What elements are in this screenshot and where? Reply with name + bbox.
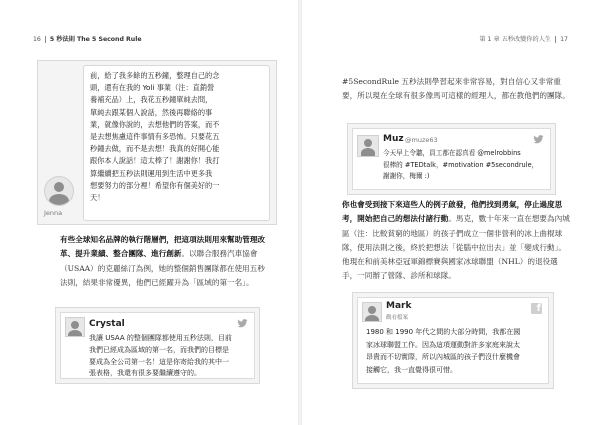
right-page-number: 17 [560,36,568,43]
jenna-message-bubble [83,65,270,221]
right-paragraph-bold: 你也會受到接下來這些人的例子啟發，他們找到勇氣，停止過度思考，開始把自己的想法付諸行動 [342,200,563,224]
crystal-line: 張表格，我還有很多要繼續遵守的。 [89,369,201,378]
muz-tweet-inner [352,128,551,190]
book-title: 5 秒法則 The 5 Second Rule [49,36,142,43]
right-paragraph-plain: 。馬克，數十年來一直在想要為內城區（注：比較貧窮的地區）的孩子們成立一個非營利的冰上曲棍球隊，使用法則之後，終於把想法「從腦中拉出去」並「變成行動」。他現在和前美林亞冠軍錦標賽與國家冰球聯盟（NHL）的退役選手，一同辦了營隊、診所和球隊。 [342,214,570,281]
left-body-paragraph [60,233,272,290]
crystal-name: Crystal [89,319,125,329]
crystal-message [89,333,251,380]
jenna-line: 前，給了我多餘的五秒鐘，整理自己的念 [90,71,220,80]
jenna-line: 想要努力的部分裡！希望你有個美好的一 [90,180,220,190]
chapter-title: 第 1 章 五秒改變你的人生 [479,36,552,43]
crystal-avatar [65,317,85,337]
mark-post-inner [357,297,549,384]
jenna-name: Jenna [44,209,63,217]
muz-line: 很棒的 #TEDtalk，#motivation #5secondrule， [383,160,539,169]
left-running-header [33,34,142,43]
jenna-line: 是去想焦慮這件事情有多恐怖。只要花五 [90,132,220,142]
right-body-paragraph [342,198,572,284]
mark-line: 昂貴而不切實際，所以內城區的孩子們沒什麼機會 [366,353,520,361]
mark-message [366,326,546,376]
jenna-line: 頭，還有在我的 Yoli 事業（注：直銷營 [90,83,215,93]
mark-line: 家冰球聯盟工作。因為這項運動對許多家庭來說太 [366,340,520,349]
crystal-tweet-inner [60,312,255,379]
crystal-line: 要成為全公司第一名！這是你寄給我的其中一 [89,357,229,366]
right-intro-paragraph: #5SecondRule 五秒法則學習起來非常容易，對自信心又非常重要，所以現在全球有很多像馬可這樣的經理人，都在教他們的團隊。 [342,77,570,101]
left-page-number: 16 [33,36,41,43]
muz-handle: @muze63 [405,136,438,144]
crystal-line: 我讓 USAA 的整個團隊都使用五秒法則，目前 [89,334,232,342]
jenna-line: 跟你本人說話！這太棒了！謝謝你！我打 [90,156,220,166]
jenna-line: 天！ [90,193,105,203]
right-running-header [479,34,568,43]
jenna-line: 單純去跟某個人說話，然後再聯絡的事 [90,107,213,117]
jenna-avatar [44,176,74,206]
muz-name: Muz [383,134,404,144]
jenna-line: 業，就像你說的，去想他們的答案，而不 [90,119,220,129]
mark-subtitle: 觀看檔案 [386,315,409,321]
mark-line: 1980 和 1990 年代之間的大部分時間，我都在國 [366,328,521,336]
jenna-line: 養補充品）上，我花五秒鐘單純去問， [90,95,213,105]
muz-line: 今天早上令聽，員工都在認真看 @melrobbins [383,149,521,157]
muz-message [383,148,547,183]
muz-line: 謝謝你，梅爾 :) [383,172,430,180]
mark-avatar [362,302,382,322]
muz-avatar [357,135,379,157]
left-paragraph-bold: 有些全球知名品牌的執行階層們，把這項法則用來幫助管理改革、提升業績、整合團隊、進行創新 [60,235,266,259]
jenna-line: 算繼續把五秒法則運用到生活中更多我 [90,168,213,178]
crystal-line: 我們已經成為區域的第一名，而我們的目標是 [89,345,229,354]
jenna-line: 秒鐘去做，而不是去想！我真的好開心能 [90,144,220,154]
jenna-message [84,66,269,208]
mark-line: 接觸它，我一直覺得很可惜。 [366,365,457,374]
jenna-comment-card [37,60,277,225]
left-paragraph-plain: 。以聯合服務汽車協會（USAA）的克麗絲汀為例，她的整個銷售團隊都在使用五秒法則，結果非常優異，他們已經躍升為「區域的第一名」。 [60,249,265,287]
muz-tweet-card [347,123,556,195]
twitter-bird-icon [237,319,248,328]
twitter-bird-icon [533,135,544,144]
facebook-icon: f [531,303,542,314]
mark-name: Mark [386,301,412,311]
right-page [300,0,600,425]
crystal-tweet-card [55,307,260,384]
mark-facebook-card [352,292,554,389]
